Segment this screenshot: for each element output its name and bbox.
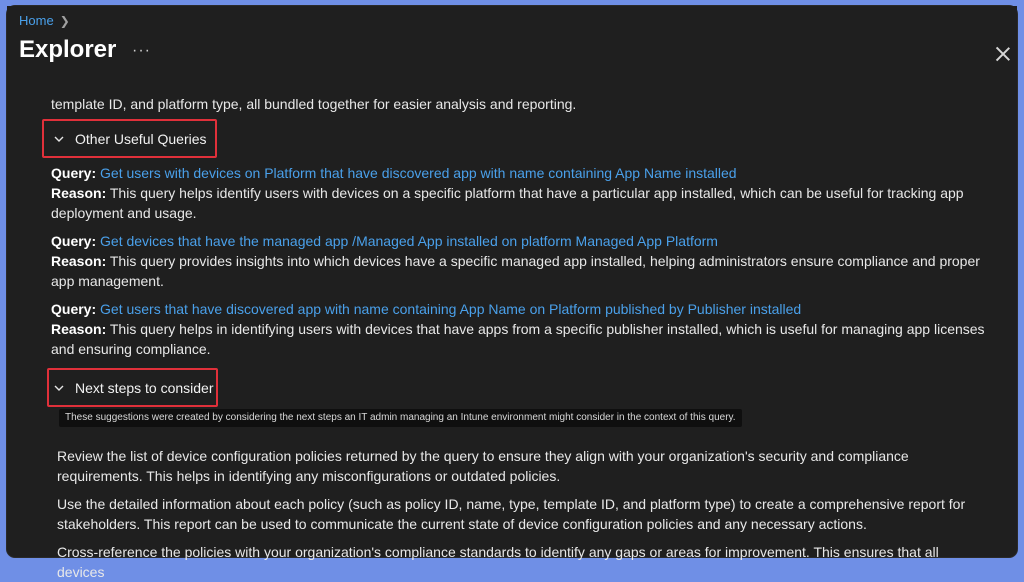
paragraph-line: Use the detailed information about each policy (such as policy ID, name, type, template ID, and platform type) to create a comprehensive report for <box>57 496 966 512</box>
query-link[interactable]: Get users that have discovered app with name containing App Name on Platform published by Publisher installed <box>100 301 802 317</box>
section-toggle-other-queries[interactable] <box>53 129 207 149</box>
chevron-right-icon: ❯ <box>59 13 70 28</box>
section-title: Other Useful Queries <box>75 131 207 147</box>
query-link[interactable]: Get devices that have the managed app /Managed App installed on platform Managed App Platform <box>100 233 718 249</box>
reason-text: This query helps in identifying users with devices that have apps from a specific publisher installed, which is useful for managing app licenses <box>109 321 985 337</box>
section-toggle-next-steps[interactable] <box>53 378 214 398</box>
reason-text-continued: app management. <box>51 273 164 289</box>
chevron-down-icon <box>53 133 65 145</box>
explorer-panel <box>7 6 1017 580</box>
list-item <box>51 163 986 223</box>
chevron-down-icon <box>53 382 65 394</box>
query-label: Query: <box>51 301 97 317</box>
more-options-button[interactable]: ··· <box>132 42 151 59</box>
close-icon[interactable] <box>993 44 1013 64</box>
query-link[interactable]: Get users with devices on Platform that have discovered app with name containing App Name installed <box>100 165 737 181</box>
panel-header <box>7 6 1017 94</box>
reason-label: Reason: <box>51 185 107 201</box>
reason-label: Reason: <box>51 253 107 269</box>
list-item <box>51 299 986 359</box>
reason-text: This query provides insights into which devices have a specific managed app installed, helping administrators ensure compliance and proper <box>109 253 980 269</box>
paragraph-line: Review the list of device configuration policies returned by the query to ensure they align with your organization's security and compliance <box>57 448 909 464</box>
query-label: Query: <box>51 233 97 249</box>
breadcrumb-home-link[interactable]: Home <box>19 13 54 28</box>
reason-text-continued: and ensuring compliance. <box>51 341 211 357</box>
paragraph-line: Cross-reference the policies with your organization's compliance standards to identify any gaps or areas for improvement. This ensures that all devices <box>57 544 939 580</box>
breadcrumb <box>19 13 70 28</box>
query-label: Query: <box>51 165 97 181</box>
lead-text: template ID, and platform type, all bundled together for easier analysis and reporting. <box>51 96 577 112</box>
next-step-paragraph <box>57 542 985 582</box>
reason-text-continued: deployment and usage. <box>51 205 197 221</box>
page-title: Explorer <box>19 36 117 63</box>
next-step-paragraph <box>57 494 985 534</box>
list-item <box>51 231 986 291</box>
next-step-paragraph <box>57 446 985 486</box>
paragraph-line: stakeholders. This report can be used to communicate the current state of device configuration policies and any necessary actions. <box>57 516 867 532</box>
tooltip: These suggestions were created by considering the next steps an IT admin managing an Intune environment might consider in the context of this query. <box>59 409 742 427</box>
section-title: Next steps to consider <box>75 380 214 396</box>
reason-text: This query helps identify users with devices on a specific platform that have a particular app installed, which can be useful for tracking app <box>109 185 964 201</box>
paragraph-line: requirements. This helps in identifying any misconfigurations or outdated policies. <box>57 468 561 484</box>
reason-label: Reason: <box>51 321 107 337</box>
